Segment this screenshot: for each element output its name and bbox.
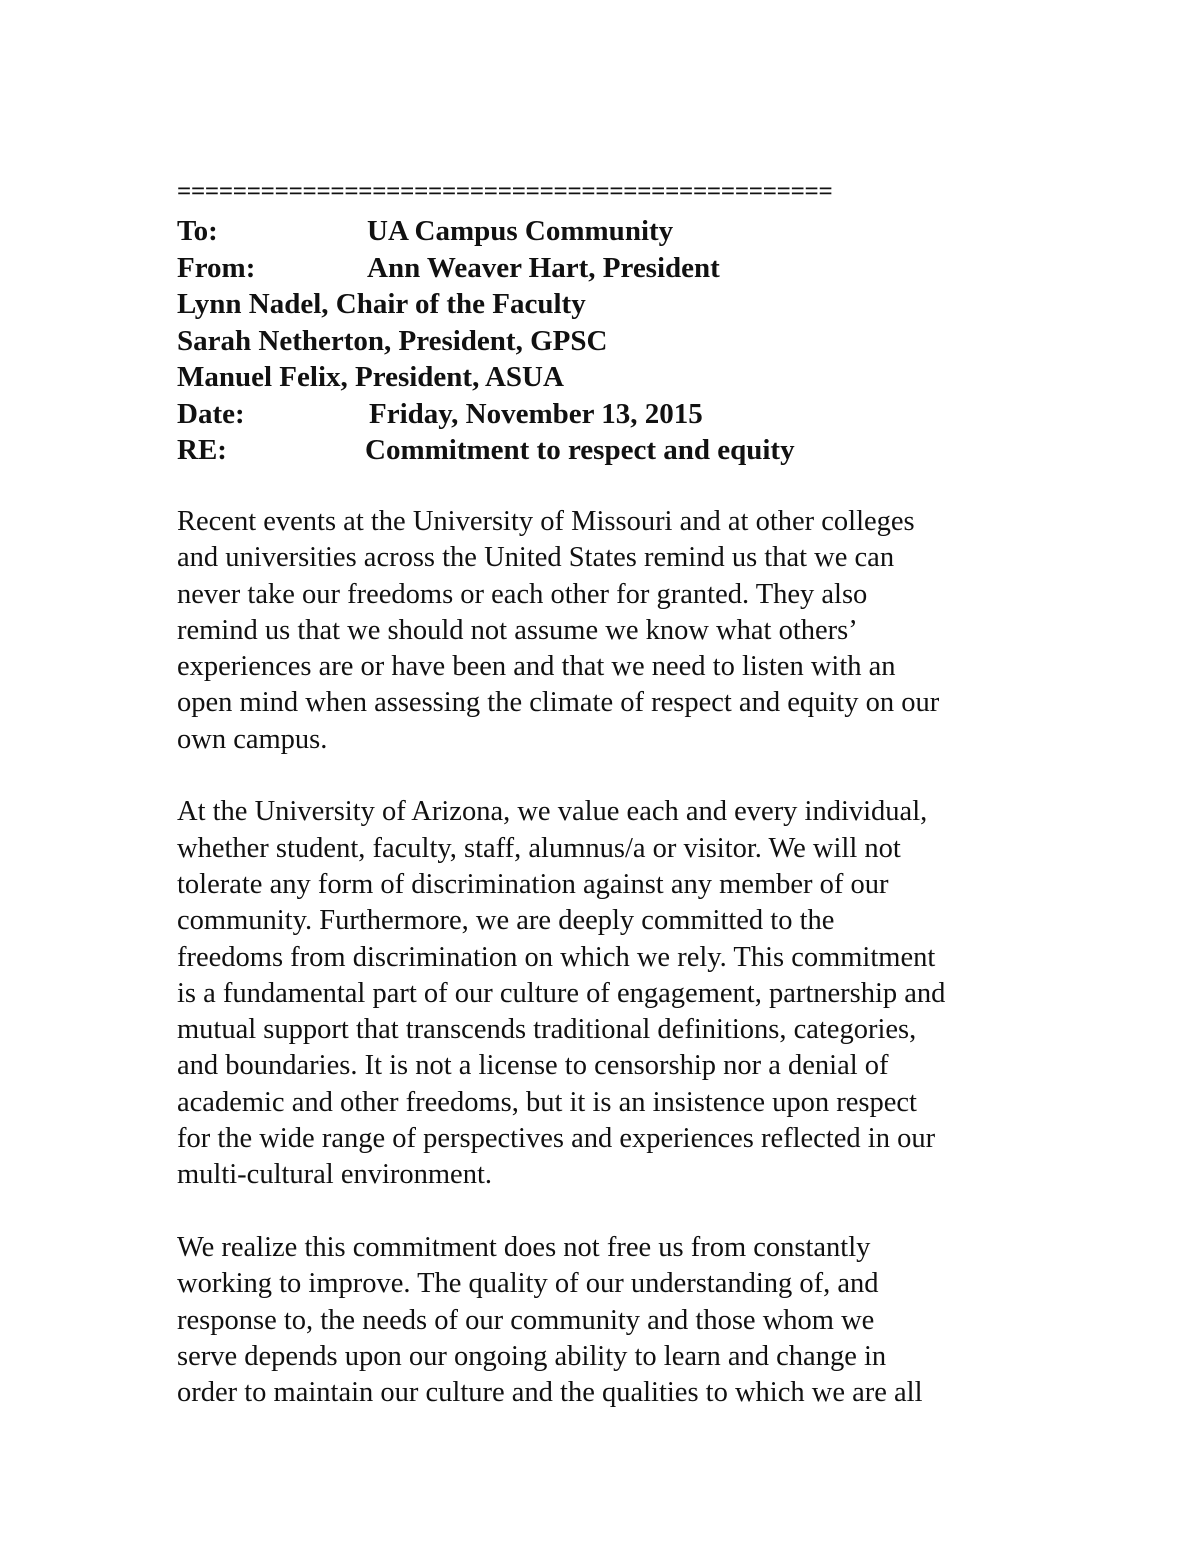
memo-to-label: To: bbox=[177, 215, 218, 247]
paragraph-line: freedoms from discrimination on which we rely. This commitment bbox=[177, 941, 936, 973]
memo-re-value: Commitment to respect and equity bbox=[365, 434, 795, 466]
memo-body bbox=[177, 504, 1047, 1448]
separator-line: =============================================== bbox=[177, 178, 833, 205]
memo-from-additional-3: Manuel Felix, President, ASUA bbox=[177, 361, 564, 393]
paragraph-line: and universities across the United States remind us that we can bbox=[177, 542, 895, 574]
paragraph-line: academic and other freedoms, but it is an insistence upon respect bbox=[177, 1086, 917, 1118]
paragraph-3 bbox=[177, 1230, 1047, 1411]
paragraph-1 bbox=[177, 504, 1047, 758]
paragraph-line: multi-cultural environment. bbox=[177, 1159, 493, 1191]
paragraph-line: whether student, faculty, staff, alumnus/a or visitor. We will not bbox=[177, 832, 901, 864]
memo-date-value: Friday, November 13, 2015 bbox=[369, 397, 703, 430]
memo-from-additional-2: Sarah Netherton, President, GPSC bbox=[177, 324, 608, 357]
paragraph-line: never take our freedoms or each other for granted. They also bbox=[177, 578, 868, 610]
paragraph-line: for the wide range of perspectives and experiences reflected in our bbox=[177, 1123, 936, 1155]
memo-from-value: Ann Weaver Hart, President bbox=[367, 251, 720, 284]
memo-date-label: Date: bbox=[177, 397, 245, 430]
paragraph-line: own campus. bbox=[177, 723, 328, 755]
paragraph-line: serve depends upon our ongoing ability to learn and change in bbox=[177, 1340, 887, 1372]
paragraph-line: We realize this commitment does not free us from constantly bbox=[177, 1231, 871, 1263]
memo-from-additional-1: Lynn Nadel, Chair of the Faculty bbox=[177, 288, 586, 320]
paragraph-line: At the University of Arizona, we value each and every individual, bbox=[177, 796, 928, 828]
paragraph-line: and boundaries. It is not a license to censorship nor a denial of bbox=[177, 1050, 889, 1082]
paragraph-line: open mind when assessing the climate of respect and equity on our bbox=[177, 687, 940, 719]
paragraph-line: response to, the needs of our community and those whom we bbox=[177, 1304, 875, 1336]
paragraph-line: working to improve. The quality of our understanding of, and bbox=[177, 1268, 879, 1300]
paragraph-2 bbox=[177, 794, 1047, 1193]
paragraph-line: experiences are or have been and that we need to listen with an bbox=[177, 651, 896, 683]
paragraph-line: is a fundamental part of our culture of engagement, partnership and bbox=[177, 977, 946, 1009]
memo-to-row bbox=[177, 213, 1077, 250]
paragraph-line: Recent events at the University of Missouri and at other colleges bbox=[177, 506, 915, 537]
paragraph-line: community. Furthermore, we are deeply committed to the bbox=[177, 905, 835, 937]
memo-from-label: From: bbox=[177, 251, 256, 284]
paragraph-line: order to maintain our culture and the qualities to which we are all bbox=[177, 1377, 923, 1409]
memo-re-row bbox=[177, 432, 1077, 469]
paragraph-line: mutual support that transcends traditional definitions, categories, bbox=[177, 1014, 917, 1046]
memo-header bbox=[177, 213, 1077, 469]
memo-date-row bbox=[177, 396, 1077, 433]
paragraph-line: tolerate any form of discrimination against any member of our bbox=[177, 868, 889, 900]
memo-from-row bbox=[177, 250, 1077, 287]
memo-to-value: UA Campus Community bbox=[367, 215, 674, 247]
paragraph-line: remind us that we should not assume we know what others’ bbox=[177, 614, 858, 646]
memo-re-label: RE: bbox=[177, 434, 227, 466]
